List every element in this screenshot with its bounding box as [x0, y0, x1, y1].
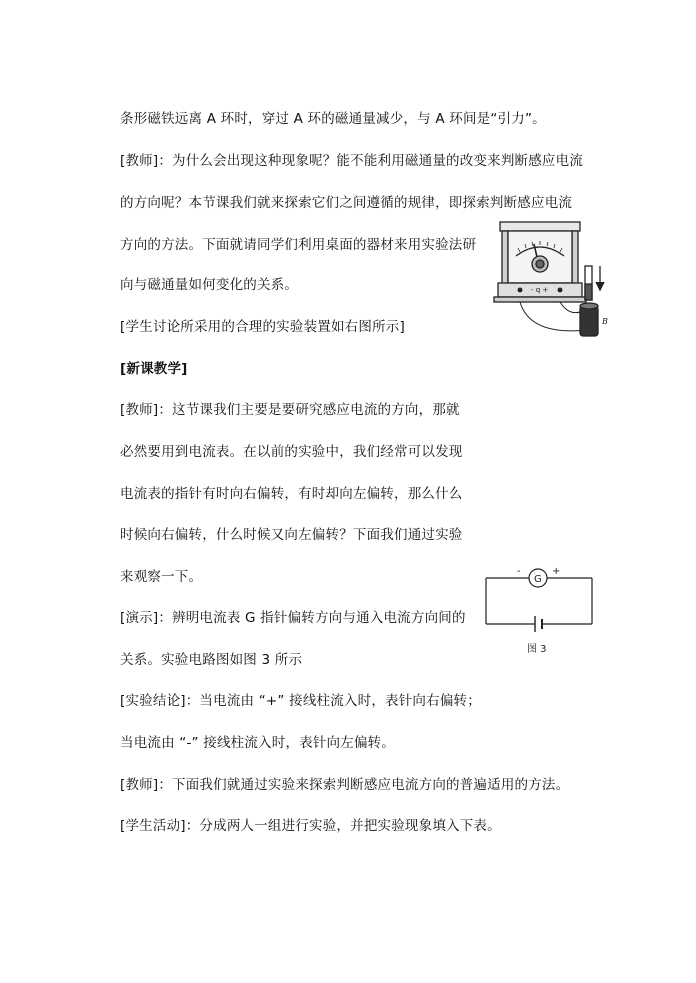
plus-terminal-label: + [552, 566, 561, 577]
paragraph-15: 当电流由 “-” 接线柱流入时，表针向左偏转。 [120, 735, 396, 751]
figure-caption: 图 3 [527, 644, 547, 655]
circuit-figure [482, 562, 598, 658]
paragraph-17: [学生活动]：分成两人一组进行实验，并把实验现象填入下表。 [120, 818, 501, 834]
paragraph-10: 时候向右偏转，什么时候又向左偏转？下面我们通过实验 [120, 527, 463, 543]
paragraph-6: [学生讨论所采用的合理的实验装置如右图所示] [120, 319, 405, 335]
coil-label: B [602, 317, 608, 326]
paragraph-1: 条形磁铁远离 A 环时，穿过 A 环的磁通量减少，与 A 环间是“引力”。 [120, 111, 546, 127]
paragraph-9: 电流表的指针有时向右偏转，有时却向左偏转，那么什么 [120, 486, 463, 502]
paragraph-11: 来观察一下。 [120, 569, 203, 585]
paragraph-7: [教师]：这节课我们主要是要研究感应电流的方向，那就 [120, 402, 460, 418]
meter-g-icon: G [534, 574, 542, 585]
paragraph-16: [教师]：下面我们就通过实验来探索判断感应电流方向的普遍适用的方法。 [120, 777, 570, 793]
paragraph-2: [教师]：为什么会出现这种现象呢？能不能利用磁通量的改变来判断感应电流 [120, 153, 584, 169]
minus-terminal-label: - [517, 566, 521, 577]
paragraph-4: 方向的方法。下面就请同学们利用桌面的器材来用实验法研 [120, 237, 477, 253]
paragraph-8: 必然要用到电流表。在以前的实验中，我们经常可以发现 [120, 444, 463, 460]
paragraph-13: 关系。实验电路图如图 3 所示 [120, 652, 303, 668]
section-heading: [新课教学] [120, 361, 188, 377]
paragraph-5: 向与磁通量如何变化的关系。 [120, 277, 299, 293]
paragraph-3: 的方向呢？本节课我们就来探索它们之间遵循的规律，即探索判断感应电流 [120, 195, 573, 211]
meter-scale-label: - q + [531, 286, 549, 294]
apparatus-figure [490, 218, 620, 343]
paragraph-12: [演示]：辨明电流表 G 指针偏转方向与通入电流方向间的 [120, 610, 466, 626]
paragraph-14: [实验结论]：当电流由 “+” 接线柱流入时，表针向右偏转； [120, 693, 481, 709]
